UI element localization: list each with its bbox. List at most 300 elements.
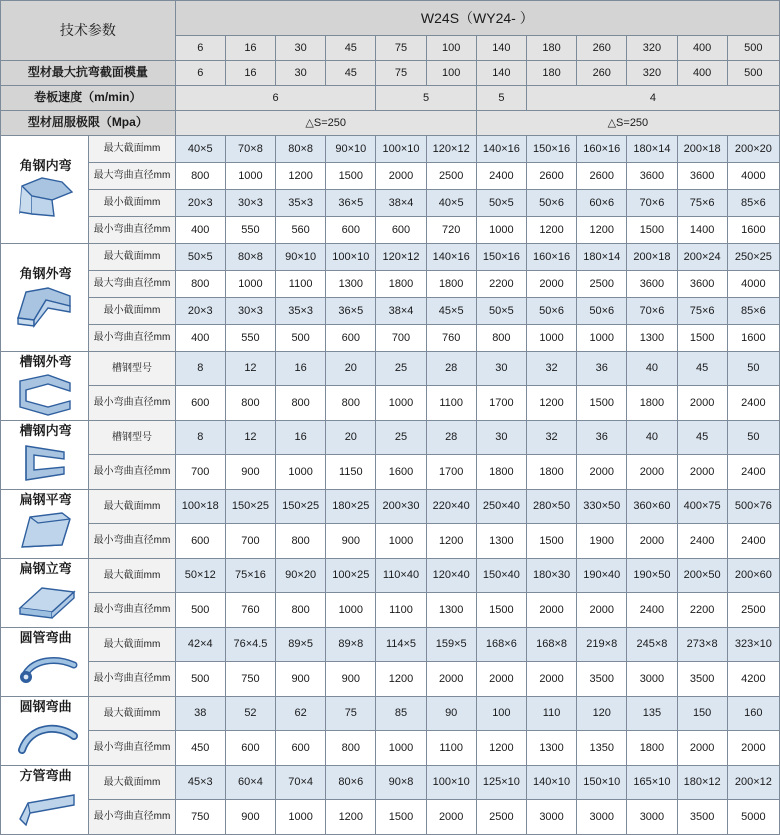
data-cell: 220×40 — [426, 489, 476, 523]
data-cell: 1100 — [426, 731, 476, 765]
row-label: 最小弯曲直径mm — [89, 800, 175, 834]
data-cell: 75 — [326, 696, 376, 730]
data-cell: 140×16 — [426, 244, 476, 271]
data-cell: 62 — [276, 696, 326, 730]
data-cell: 1800 — [526, 455, 576, 489]
data-cell: 800 — [225, 386, 275, 420]
section-title: 槽钢内弯 — [19, 422, 72, 438]
param-value: 6 — [175, 86, 376, 111]
data-cell: 70×8 — [225, 136, 275, 163]
data-cell: 85 — [376, 696, 426, 730]
data-cell: 180×30 — [526, 558, 576, 592]
data-cell: 70×6 — [627, 298, 677, 325]
data-cell: 1100 — [276, 271, 326, 298]
data-cell: 3000 — [526, 800, 576, 834]
data-cell: 1300 — [627, 325, 677, 352]
row-label: 槽钢型号 — [89, 352, 175, 386]
data-cell: 800 — [326, 731, 376, 765]
data-cell: 40 — [627, 420, 677, 454]
data-cell: 50×5 — [175, 244, 225, 271]
square-pipe-bend-icon — [1, 785, 88, 834]
data-cell: 150×16 — [476, 244, 526, 271]
data-cell: 560 — [276, 217, 326, 244]
row-label: 最大截面mm — [89, 558, 175, 592]
data-cell: 700 — [225, 524, 275, 558]
data-cell: 3600 — [627, 271, 677, 298]
data-cell: 3000 — [627, 800, 677, 834]
data-cell: 800 — [276, 593, 326, 627]
data-cell: 1800 — [376, 271, 426, 298]
section-title: 角钢内弯 — [19, 157, 72, 173]
data-cell: 20×3 — [175, 190, 225, 217]
data-cell: 75×16 — [225, 558, 275, 592]
data-cell: 200×24 — [677, 244, 727, 271]
data-cell: 32 — [526, 352, 576, 386]
data-cell: 2400 — [727, 386, 779, 420]
data-cell: 2400 — [727, 455, 779, 489]
param-header: 技术参数 — [1, 1, 176, 61]
size-header: 320 — [627, 36, 677, 61]
section-title: 圆钢弯曲 — [19, 698, 72, 714]
section-label-7 — [1, 627, 89, 696]
data-cell: 3000 — [577, 800, 627, 834]
data-cell: 50×5 — [476, 298, 526, 325]
param-value: 260 — [577, 61, 627, 86]
data-cell: 100×10 — [326, 244, 376, 271]
data-cell: 1500 — [677, 325, 727, 352]
data-cell: 450 — [175, 731, 225, 765]
data-cell: 900 — [326, 662, 376, 696]
data-cell: 140×16 — [476, 136, 526, 163]
data-cell: 90 — [426, 696, 476, 730]
table-row — [1, 489, 780, 523]
data-cell: 85×6 — [727, 298, 779, 325]
data-cell: 1600 — [727, 217, 779, 244]
data-cell: 3600 — [627, 163, 677, 190]
table-row — [1, 111, 780, 136]
data-cell: 600 — [276, 731, 326, 765]
data-cell: 36×5 — [326, 298, 376, 325]
data-cell: 750 — [175, 800, 225, 834]
data-cell: 1200 — [326, 800, 376, 834]
data-cell: 89×8 — [326, 627, 376, 661]
data-cell: 2000 — [577, 593, 627, 627]
data-cell: 2200 — [677, 593, 727, 627]
data-cell: 45 — [677, 352, 727, 386]
data-cell: 500 — [175, 593, 225, 627]
data-cell: 36×5 — [326, 190, 376, 217]
data-cell: 168×6 — [476, 627, 526, 661]
data-cell: 50×5 — [476, 190, 526, 217]
table-row — [1, 558, 780, 592]
data-cell: 360×60 — [627, 489, 677, 523]
data-cell: 600 — [175, 386, 225, 420]
data-cell: 8 — [175, 352, 225, 386]
data-cell: 2400 — [677, 524, 727, 558]
data-cell: 40 — [627, 352, 677, 386]
data-cell: 200×20 — [727, 136, 779, 163]
data-cell: 550 — [225, 217, 275, 244]
data-cell: 1100 — [426, 386, 476, 420]
data-cell: 280×50 — [526, 489, 576, 523]
data-cell: 2500 — [727, 593, 779, 627]
row-label: 最小弯曲直径mm — [89, 325, 175, 352]
table-row — [1, 386, 780, 420]
data-cell: 80×8 — [276, 136, 326, 163]
table-row — [1, 420, 780, 454]
table-row — [1, 1, 780, 36]
data-cell: 1200 — [376, 662, 426, 696]
param-value: 500 — [727, 61, 779, 86]
data-cell: 1900 — [577, 524, 627, 558]
data-cell: 2000 — [627, 524, 677, 558]
data-cell: 76×4.5 — [225, 627, 275, 661]
table-row — [1, 352, 780, 386]
data-cell: 2000 — [526, 271, 576, 298]
data-cell: 245×8 — [627, 627, 677, 661]
data-cell: 80×8 — [225, 244, 275, 271]
data-cell: 85×6 — [727, 190, 779, 217]
data-cell: 1000 — [476, 217, 526, 244]
data-cell: 40×5 — [426, 190, 476, 217]
data-cell: 60×6 — [577, 190, 627, 217]
data-cell: 1700 — [426, 455, 476, 489]
data-cell: 190×40 — [577, 558, 627, 592]
data-cell: 100 — [476, 696, 526, 730]
size-header: 140 — [476, 36, 526, 61]
data-cell: 600 — [175, 524, 225, 558]
data-cell: 800 — [476, 325, 526, 352]
data-cell: 200×50 — [677, 558, 727, 592]
data-cell: 1300 — [326, 271, 376, 298]
table-row — [1, 271, 780, 298]
data-cell: 2000 — [526, 593, 576, 627]
data-cell: 1200 — [526, 386, 576, 420]
data-cell: 160×16 — [577, 136, 627, 163]
data-cell: 800 — [175, 271, 225, 298]
data-cell: 20×3 — [175, 298, 225, 325]
data-cell: 3500 — [577, 662, 627, 696]
data-cell: 760 — [426, 325, 476, 352]
size-header: 180 — [526, 36, 576, 61]
data-cell: 900 — [225, 455, 275, 489]
row-label: 最大弯曲直径mm — [89, 271, 175, 298]
data-cell: 1200 — [526, 217, 576, 244]
data-cell: 1400 — [677, 217, 727, 244]
data-cell: 1800 — [426, 271, 476, 298]
row-label: 最小截面mm — [89, 190, 175, 217]
model-title: W24S（WY24- ） — [175, 1, 779, 36]
data-cell: 4000 — [727, 271, 779, 298]
round-steel-bend-icon — [1, 716, 88, 765]
data-cell: 200×30 — [376, 489, 426, 523]
data-cell: 500 — [175, 662, 225, 696]
table-row — [1, 455, 780, 489]
section-title: 槽钢外弯 — [19, 354, 72, 369]
data-cell: 3000 — [627, 662, 677, 696]
data-cell: 150×16 — [526, 136, 576, 163]
data-cell: 114×5 — [376, 627, 426, 661]
data-cell: 50×6 — [577, 298, 627, 325]
section-title: 扁钢平弯 — [19, 491, 72, 507]
data-cell: 2500 — [426, 163, 476, 190]
data-cell: 1000 — [225, 271, 275, 298]
data-cell: 600 — [376, 217, 426, 244]
data-cell: 50 — [727, 420, 779, 454]
row-label: 槽钢型号 — [89, 420, 175, 454]
data-cell: 52 — [225, 696, 275, 730]
data-cell: 200×18 — [627, 244, 677, 271]
table-row — [1, 696, 780, 730]
param-value: 140 — [476, 61, 526, 86]
row-label: 最小弯曲直径mm — [89, 731, 175, 765]
data-cell: 2000 — [627, 455, 677, 489]
section-label-8 — [1, 696, 89, 765]
data-cell: 1300 — [476, 524, 526, 558]
table-row — [1, 217, 780, 244]
data-cell: 90×10 — [326, 136, 376, 163]
param-value: 5 — [476, 86, 526, 111]
data-cell: 100×18 — [175, 489, 225, 523]
data-cell: 1000 — [577, 325, 627, 352]
data-cell: 2000 — [476, 662, 526, 696]
param-value: △S=250 — [175, 111, 476, 136]
data-cell: 16 — [276, 352, 326, 386]
data-cell: 165×10 — [627, 765, 677, 799]
data-cell: 273×8 — [677, 627, 727, 661]
data-cell: 1700 — [476, 386, 526, 420]
data-cell: 160×16 — [526, 244, 576, 271]
table-row — [1, 593, 780, 627]
data-cell: 2000 — [727, 731, 779, 765]
param-row-label: 型材最大抗弯截面模量 — [1, 61, 176, 86]
size-header: 6 — [175, 36, 225, 61]
data-cell: 219×8 — [577, 627, 627, 661]
data-cell: 35×3 — [276, 190, 326, 217]
data-cell: 2000 — [426, 800, 476, 834]
data-cell: 159×5 — [426, 627, 476, 661]
round-pipe-bend-icon — [1, 647, 88, 696]
data-cell: 550 — [225, 325, 275, 352]
data-cell: 2400 — [727, 524, 779, 558]
table-row — [1, 325, 780, 352]
data-cell: 50 — [727, 352, 779, 386]
data-cell: 200×12 — [727, 765, 779, 799]
data-cell: 20 — [326, 352, 376, 386]
row-label: 最小弯曲直径mm — [89, 386, 175, 420]
data-cell: 180×25 — [326, 489, 376, 523]
data-cell: 75×6 — [677, 190, 727, 217]
data-cell: 1000 — [376, 524, 426, 558]
param-value: 6 — [175, 61, 225, 86]
data-cell: 100×10 — [426, 765, 476, 799]
section-title: 扁钢立弯 — [19, 560, 72, 576]
section-label-3 — [1, 352, 89, 421]
data-cell: 500 — [276, 325, 326, 352]
channel-steel-inner-bend-icon — [1, 440, 88, 489]
row-label: 最大截面mm — [89, 136, 175, 163]
table-row — [1, 190, 780, 217]
row-label: 最小弯曲直径mm — [89, 662, 175, 696]
data-cell: 75×6 — [677, 298, 727, 325]
data-cell: 45×5 — [426, 298, 476, 325]
data-cell: 2000 — [677, 455, 727, 489]
table-row — [1, 731, 780, 765]
data-cell: 2000 — [677, 731, 727, 765]
data-cell: 1000 — [326, 593, 376, 627]
data-cell: 2200 — [476, 271, 526, 298]
data-cell: 50×6 — [526, 298, 576, 325]
data-cell: 45×3 — [175, 765, 225, 799]
data-cell: 168×8 — [526, 627, 576, 661]
data-cell: 36 — [577, 352, 627, 386]
data-cell: 1200 — [426, 524, 476, 558]
data-cell: 2500 — [476, 800, 526, 834]
data-cell: 1200 — [577, 217, 627, 244]
size-header: 30 — [276, 36, 326, 61]
row-label: 最小弯曲直径mm — [89, 217, 175, 244]
data-cell: 3600 — [677, 271, 727, 298]
data-cell: 2000 — [376, 163, 426, 190]
data-cell: 70×6 — [627, 190, 677, 217]
data-cell: 120×12 — [426, 136, 476, 163]
data-cell: 30×3 — [225, 190, 275, 217]
data-cell: 42×4 — [175, 627, 225, 661]
data-cell: 180×12 — [677, 765, 727, 799]
data-cell: 1100 — [376, 593, 426, 627]
table-row — [1, 765, 780, 799]
data-cell: 900 — [276, 662, 326, 696]
data-cell: 1800 — [476, 455, 526, 489]
data-cell: 12 — [225, 420, 275, 454]
data-cell: 720 — [426, 217, 476, 244]
data-cell: 2600 — [526, 163, 576, 190]
data-cell: 700 — [376, 325, 426, 352]
param-row-label: 卷板速度（m/min） — [1, 86, 176, 111]
data-cell: 5000 — [727, 800, 779, 834]
data-cell: 1500 — [627, 217, 677, 244]
param-value: 180 — [526, 61, 576, 86]
data-cell: 50×12 — [175, 558, 225, 592]
data-cell: 125×10 — [476, 765, 526, 799]
data-cell: 16 — [276, 420, 326, 454]
data-cell: 45 — [677, 420, 727, 454]
data-cell: 2500 — [577, 271, 627, 298]
data-cell: 600 — [326, 325, 376, 352]
flat-steel-flat-bend-icon — [1, 509, 88, 558]
data-cell: 1800 — [627, 731, 677, 765]
data-cell: 1800 — [627, 386, 677, 420]
row-label: 最大截面mm — [89, 765, 175, 799]
data-cell: 30×3 — [225, 298, 275, 325]
param-value: 100 — [426, 61, 476, 86]
table-row — [1, 86, 780, 111]
data-cell: 160 — [727, 696, 779, 730]
data-cell: 900 — [225, 800, 275, 834]
data-cell: 150×40 — [476, 558, 526, 592]
param-value: △S=250 — [476, 111, 779, 136]
data-cell: 330×50 — [577, 489, 627, 523]
param-value: 5 — [376, 86, 476, 111]
data-cell: 60×4 — [225, 765, 275, 799]
data-cell: 150×25 — [225, 489, 275, 523]
flat-steel-edge-bend-icon — [1, 578, 88, 627]
data-cell: 1500 — [476, 593, 526, 627]
data-cell: 3500 — [677, 662, 727, 696]
data-cell: 25 — [376, 420, 426, 454]
data-cell: 2400 — [627, 593, 677, 627]
table-row — [1, 298, 780, 325]
data-cell: 250×40 — [476, 489, 526, 523]
data-cell: 1500 — [376, 800, 426, 834]
data-cell: 20 — [326, 420, 376, 454]
table-row — [1, 244, 780, 271]
data-cell: 800 — [276, 386, 326, 420]
table-row — [1, 627, 780, 661]
row-label: 最大截面mm — [89, 244, 175, 271]
data-cell: 1500 — [526, 524, 576, 558]
data-cell: 1200 — [476, 731, 526, 765]
row-label: 最大截面mm — [89, 489, 175, 523]
angle-steel-inner-bend-icon — [1, 174, 88, 223]
data-cell: 1200 — [276, 163, 326, 190]
row-label: 最大弯曲直径mm — [89, 163, 175, 190]
data-cell: 400×75 — [677, 489, 727, 523]
data-cell: 50×6 — [526, 190, 576, 217]
section-label-9 — [1, 765, 89, 834]
section-label-6 — [1, 558, 89, 627]
data-cell: 1500 — [577, 386, 627, 420]
size-header: 500 — [727, 36, 779, 61]
data-cell: 600 — [326, 217, 376, 244]
data-cell: 400 — [175, 325, 225, 352]
data-cell: 4200 — [727, 662, 779, 696]
size-header: 75 — [376, 36, 426, 61]
section-title: 角钢外弯 — [19, 265, 72, 281]
data-cell: 180×14 — [577, 244, 627, 271]
row-label: 最大截面mm — [89, 696, 175, 730]
data-cell: 3500 — [677, 800, 727, 834]
data-cell: 2000 — [526, 662, 576, 696]
row-label: 最小弯曲直径mm — [89, 455, 175, 489]
data-cell: 28 — [426, 420, 476, 454]
row-label: 最大截面mm — [89, 627, 175, 661]
data-cell: 1300 — [526, 731, 576, 765]
data-cell: 1150 — [326, 455, 376, 489]
data-cell: 500×76 — [727, 489, 779, 523]
table-row — [1, 136, 780, 163]
data-cell: 80×6 — [326, 765, 376, 799]
data-cell: 28 — [426, 352, 476, 386]
data-cell: 89×5 — [276, 627, 326, 661]
data-cell: 180×14 — [627, 136, 677, 163]
table-row — [1, 61, 780, 86]
row-label: 最小弯曲直径mm — [89, 593, 175, 627]
row-label: 最小截面mm — [89, 298, 175, 325]
section-label-4 — [1, 420, 89, 489]
data-cell: 40×5 — [175, 136, 225, 163]
data-cell: 110 — [526, 696, 576, 730]
data-cell: 800 — [276, 524, 326, 558]
data-cell: 90×20 — [276, 558, 326, 592]
data-cell: 1350 — [577, 731, 627, 765]
data-cell: 2000 — [677, 386, 727, 420]
data-cell: 8 — [175, 420, 225, 454]
section-label-2 — [1, 244, 89, 352]
data-cell: 38×4 — [376, 298, 426, 325]
section-title: 方管弯曲 — [19, 767, 72, 783]
table-row — [1, 163, 780, 190]
